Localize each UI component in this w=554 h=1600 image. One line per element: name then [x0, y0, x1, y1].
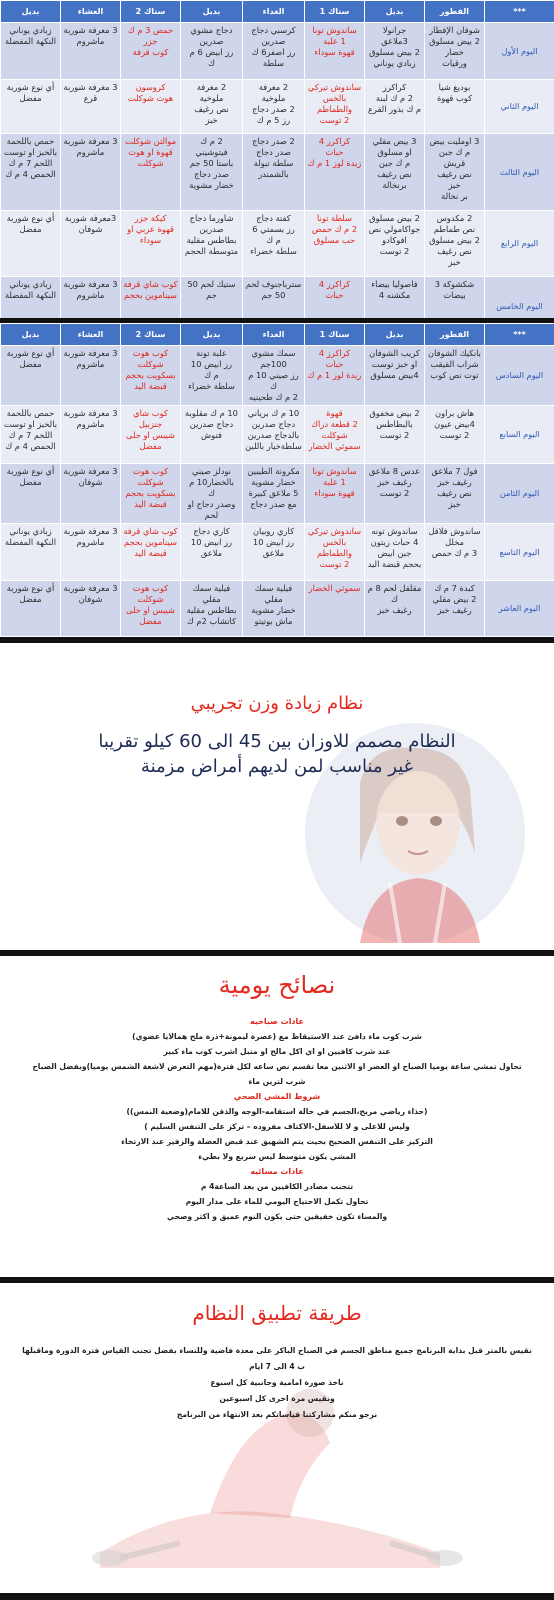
- breakfast-cell: كبدة 7 م ك 2 بيض مقلي رغيف خبز: [425, 581, 485, 637]
- method-line: ونقيس مرة اخرى كل اسبوعين: [219, 1394, 335, 1403]
- table-row: [1, 524, 554, 581]
- walk-heading: شروط المشي الصحي: [233, 1092, 321, 1101]
- snack1-cell: سلطة تونا 2 م ك حمص حب مسلوق: [305, 211, 365, 277]
- tip-line: وليس للاعلى و لا للاسفل-الاكتاف مفروده – تركز على التنفس السليم ): [144, 1122, 410, 1131]
- alt-cell: 2 بيض مخفوق بالبطاطس 2 توست: [365, 406, 425, 464]
- alt-cell: 2 م ك فيتوشيني باستا 50 جم صدر دجاج خضار مشوية: [181, 134, 243, 211]
- alt-cell: حمص باللحمة بالخبز او توست اللحم 7 م ك الحمص 4 م ك: [1, 134, 61, 211]
- alt-cell: أي نوع شوربة مفضل: [1, 581, 61, 637]
- snack2-cell: كوب شاي قرفة سيناموين بحجم: [121, 277, 181, 319]
- lunch-cell: مكرونة الطيبين خضار مشوية 5 ملاعق كبيرة مع صدر دجاج: [243, 464, 305, 524]
- header-cell: العشاء: [61, 324, 121, 346]
- intro-title: نظام زيادة وزن تجريبي: [190, 693, 364, 714]
- lunch-cell: 2 مغرفة ملوخية 2 صدر دجاج رز 5 م ك: [243, 80, 305, 134]
- table-row: [1, 23, 554, 80]
- header-cell: بديل: [1, 1, 61, 23]
- meal-table: [0, 323, 554, 637]
- tips-body: [20, 1014, 534, 1224]
- alt-cell: جرانولا 3ملاعق 2 بيض مسلوق زبادي يوناني: [365, 23, 425, 80]
- breakfast-cell: 3 اومليت بيض م ك جبن قريش نص رغيف خبز بر نخالة: [425, 134, 485, 211]
- dinner-cell: 3 مغرفة شوربة قرع: [61, 80, 121, 134]
- breakfast-cell: بانكيك الشوفان شراب القيقب توت نص كوب: [425, 346, 485, 406]
- lunch-cell: فيلية سمك مقلي خضار مشوية ماش بوتيتو: [243, 581, 305, 637]
- alt-cell: 10 م ك مقلوبة دجاج صدرين فتوش: [181, 406, 243, 464]
- table-header-row: [1, 324, 554, 346]
- alt-cell: كاري دجاج رز ابيض 10 ملاعق: [181, 524, 243, 581]
- tip-line: تحاول تمشي ساعة يوميا الصباح او العصر او الاثنين معا تقسم نص ساعه لكل فترة(مهم التعرض لاشعة الشمس يوميا)وبفضل الصباح: [32, 1062, 522, 1071]
- header-cell: بديل: [181, 1, 243, 23]
- day-cell: اليوم الثالث: [485, 134, 554, 211]
- lunch-cell: كفتة دجاج رز بسمتي 6 م ك سلطة خضراء: [243, 211, 305, 277]
- header-cell: سناك 1: [305, 1, 365, 23]
- alt-cell: أي نوع شوربة مفضل: [1, 346, 61, 406]
- table-header-row: [1, 1, 554, 23]
- alt-cell: زبادي يوناني النكهة المفضلة: [1, 23, 61, 80]
- tip-line: التركيز على التنفس الصحيح بحيث يتم الشهيق عند قبض العضلة والزفير عند الارتخاء: [121, 1137, 433, 1146]
- dinner-cell: 3 معرفة شوربة شوفان: [61, 581, 121, 637]
- alt-cell: 2 مغرفة ملوخية نص رغيف خبز: [181, 80, 243, 134]
- dinner-cell: 3 معرفة شوربة ماشروم: [61, 23, 121, 80]
- header-cell: العشاء: [61, 1, 121, 23]
- breakfast-cell: 2 مكدوس نص طماطم 2 بيض مسلوق نص رغيف خبز: [425, 211, 485, 277]
- tip-line: تحاول تكمل الاحتياج اليومي للماء على مدار اليوم: [185, 1197, 369, 1206]
- alt-cell: نودلز صيني بالخضار10 م ك وصدر دجاج او لحم: [181, 464, 243, 524]
- tip-line: تتجنب مصادر الكافيين من بعد الساعة4 م: [200, 1182, 354, 1191]
- dinner-cell: 3 معرفة شوربة ماشروم: [61, 134, 121, 211]
- bottom-bar: [0, 1593, 554, 1600]
- snack2-cell: كوب شاي جنزبيل شيبس او حلى مفضل: [121, 406, 181, 464]
- alt-cell: أي نوع شوربة مفضل: [1, 211, 61, 277]
- header-cell: ***: [485, 1, 554, 23]
- alt-cell: حمص باللحمة بالخبز او توست اللحم 7 م ك الحمص 4 م ك: [1, 406, 61, 464]
- alt-cell: فاصوليا بيضاء مكشنه 4: [365, 277, 425, 319]
- dinner-cell: 3معرفة شوربة شوفان: [61, 211, 121, 277]
- day-cell: اليوم السابع: [485, 406, 554, 464]
- day-cell: اليوم التاسع: [485, 524, 554, 581]
- snack2-cell: حمص 3 م ك جزر كوب قرفة: [121, 23, 181, 80]
- lunch-cell: سمك مشوي 100جم رز صيني 10 م ك 2 م ك طحينيه: [243, 346, 305, 406]
- lunch-cell: كرسبي دجاج صدرين رز اصفر6 ك سلطة: [243, 23, 305, 80]
- breakfast-cell: بوديغ شيا كوب قهوة: [425, 80, 485, 134]
- intro-line-range: النظام مصمم للاوزان بين 45 الى 60 كيلو تقريبا: [98, 731, 456, 752]
- header-cell: سناك 2: [121, 324, 181, 346]
- daily-tips-section: [0, 950, 554, 1277]
- breakfast-cell: شوفان الإفطار 2 بيض مسلوق خضار ورقيات: [425, 23, 485, 80]
- dinner-cell: 3 معرفة شوربة شوفان: [61, 464, 121, 524]
- snack1-cell: كراكرز 4 حبات زبدة لوز 1 م ك: [305, 134, 365, 211]
- alt-cell: كراكرز 2 م ك لبنة م ك بذور القرع: [365, 80, 425, 134]
- meal-table-week-2: [0, 318, 554, 637]
- breakfast-cell: فول 7 ملاعق رغيف خبز نص رغيف خبز: [425, 464, 485, 524]
- snack1-cell: كراكرز 4 حبات زبدة لوز 1 م ك: [305, 346, 365, 406]
- snack1-cell: ساندوش تونا 1 علبة قهوة سوداء: [305, 23, 365, 80]
- alt-cell: أي نوع شوربة مفضل: [1, 464, 61, 524]
- header-cell: ***: [485, 324, 554, 346]
- snack1-cell: قهوة 2 قطعة دراك شوكلت سموثي الخضار: [305, 406, 365, 464]
- dinner-cell: 3 معرفة شوربة ماشروم: [61, 277, 121, 319]
- table-row: [1, 464, 554, 524]
- day-cell: اليوم الأول: [485, 23, 554, 80]
- alt-cell: زبادي يوناني النكهة المفضلة: [1, 524, 61, 581]
- header-cell: سناك 2: [121, 1, 181, 23]
- alt-cell: علبة تونة رز ابيض 10 م ك سلطة خضراء: [181, 346, 243, 406]
- lunch-cell: سترباجنوف لحم 50 جم: [243, 277, 305, 319]
- day-cell: اليوم العاشر: [485, 581, 554, 637]
- header-cell: بديل: [1, 324, 61, 346]
- method-section: [0, 1277, 554, 1600]
- method-line: نقيس بالمتر قبل بداية البرنامج جميع مناطق الجسم في الصباح الباكر على معدة فاضية وللنساء بفضل تجنب القياس فترة الدورة وماقبلها ب 4 الى 7 ايام: [22, 1346, 532, 1371]
- dinner-cell: 3 معرفة شوربة ماشروم: [61, 346, 121, 406]
- day-cell: اليوم السادس: [485, 346, 554, 406]
- alt-cell: 2 بيض مسلوق جواكامولي نص افوكادو 2 توست: [365, 211, 425, 277]
- alt-cell: 3 بيض مقلي او مسلوق م ك جبن نص رغيف برنخالة: [365, 134, 425, 211]
- alt-cell: دجاج مشوي صدرين رز ابيض 6 م ك: [181, 23, 243, 80]
- meal-table: [0, 0, 554, 318]
- table-row: [1, 80, 554, 134]
- table-row: [1, 134, 554, 211]
- method-line: نرجو منكم مشاركتنا قياساتكم بعد الانتهاء من البرنامج: [176, 1410, 378, 1419]
- alt-cell: أي نوع شوربة مفضل: [1, 80, 61, 134]
- method-body: [20, 1343, 534, 1423]
- dinner-cell: 3 معرفة شوربة ماشروم: [61, 406, 121, 464]
- table-row: [1, 581, 554, 637]
- alt-cell: ساندوش تونه 4 حبات زيتون جبن ابيض بحجم قبضة اليد: [365, 524, 425, 581]
- header-cell: الفطور: [425, 324, 485, 346]
- table-row: [1, 346, 554, 406]
- tip-line: والمساء تكون خفيفين حتى يكون النوم عميق و اكثر وصحي: [166, 1212, 388, 1221]
- snack2-cell: كوب شاي قرفة سيناموين بحجم قبضة اليد: [121, 524, 181, 581]
- snack2-cell: كوب هوت شوكلت بسكويت بحجم قبضة اليد: [121, 464, 181, 524]
- snack2-cell: موالتن شوكلت قهوة او هوت شوكلت: [121, 134, 181, 211]
- method-title: طريقة تطبيق النظام: [192, 1301, 362, 1325]
- alt-cell: مقلقل لحم 8 م ك رغيف خبز: [365, 581, 425, 637]
- method-line: ناخذ صورة امامية وجانبية كل اسبوع: [210, 1378, 344, 1387]
- breakfast-cell: ساندوش فلافل مخلل 3 م ك حمص: [425, 524, 485, 581]
- table-row: [1, 211, 554, 277]
- lunch-cell: 2 صدر دجاج صدر دجاج سلطة تبولة بالشمندر: [243, 134, 305, 211]
- intro-line-warning: غير مناسب لمن لديهم أمراض مزمنة: [140, 756, 414, 777]
- table-row: [1, 406, 554, 464]
- day-cell: اليوم الثامن: [485, 464, 554, 524]
- header-cell: بديل: [365, 1, 425, 23]
- header-cell: الغداء: [243, 324, 305, 346]
- header-cell: بديل: [365, 324, 425, 346]
- snack1-cell: ساندوش تيركي بالخس والطماطم 2 توست: [305, 524, 365, 581]
- tip-line: شرب لترين ماء: [248, 1077, 306, 1086]
- alt-cell: كريب الشوفان او خبز توست 4بيض مسلوق: [365, 346, 425, 406]
- alt-cell: عدس 8 ملاعق رغيف خبز 2 توست: [365, 464, 425, 524]
- tip-line: المشي يكون متوسط ليس سريع ولا بطيء: [198, 1152, 356, 1161]
- snack2-cell: كوب هوت شوكلت شيبس او حلى مفضل: [121, 581, 181, 637]
- header-cell: بديل: [181, 324, 243, 346]
- snack1-cell: سموثي الخضار: [305, 581, 365, 637]
- snack1-cell: كراكرز 4 حبات: [305, 277, 365, 319]
- snack1-cell: ساندوش تيركي بالخس والطماطم 2 توست: [305, 80, 365, 134]
- tip-line: (حذاء رياضي مريح،الجسم في حالة استقامه-الوجه والذقن للامام(وضعية النمس)): [126, 1107, 428, 1116]
- header-cell: الفطور: [425, 1, 485, 23]
- meal-table-week-1: [0, 0, 554, 318]
- tip-line: شرب كوب ماء دافئ عند الاستيقاظ مع (عصرة ليمونة+ذرة ملح همالايا عضوي): [132, 1032, 422, 1041]
- alt-cell: شاورما دجاج صدرين بطاطس مقلية متوسطة الحجم: [181, 211, 243, 277]
- evening-heading: عادات مسائيه: [250, 1167, 304, 1176]
- alt-cell: ستيك لحم 50 جم: [181, 277, 243, 319]
- day-cell: اليوم الخامس: [485, 277, 554, 319]
- tips-title: نصائح يومية: [218, 971, 336, 999]
- day-cell: اليوم الرابع: [485, 211, 554, 277]
- morning-heading: عادات صباحيه: [249, 1017, 305, 1026]
- snack2-cell: كوب هوت شوكلت بسكويت بحجم قبضة اليد: [121, 346, 181, 406]
- lunch-cell: كاري روبيان رز ابيض 10 ملاعق: [243, 524, 305, 581]
- dinner-cell: 3 معرفة شوربة ماشروم: [61, 524, 121, 581]
- lunch-cell: 10 م ك برياني دجاج صدرين بالدجاج صدرين سلطةخيار باللبن: [243, 406, 305, 464]
- breakfast-cell: هاش براون 4بيض عيون 2 توست: [425, 406, 485, 464]
- snack2-cell: كيكة جزر قهوة عربي او سوداء: [121, 211, 181, 277]
- breakfast-cell: شكشوكة 3 بيضات: [425, 277, 485, 319]
- day-cell: اليوم الثاني: [485, 80, 554, 134]
- tip-line: عند شرب كافيين او اي اكل مالح او متبل اشرب كوب ماء كبير: [163, 1047, 391, 1056]
- header-cell: سناك 1: [305, 324, 365, 346]
- snack1-cell: ساندوش تونا 1 علبة قهوة سوداء: [305, 464, 365, 524]
- intro-section: [0, 637, 554, 950]
- alt-cell: زبادي يوناني النكهة المفضلة: [1, 277, 61, 319]
- snack2-cell: كروسون هوت شوكلت: [121, 80, 181, 134]
- header-cell: الغداء: [243, 1, 305, 23]
- alt-cell: فيلية سمك مقلي بطاطس مقلية كاتشاب 2م ك: [181, 581, 243, 637]
- table-row: [1, 277, 554, 319]
